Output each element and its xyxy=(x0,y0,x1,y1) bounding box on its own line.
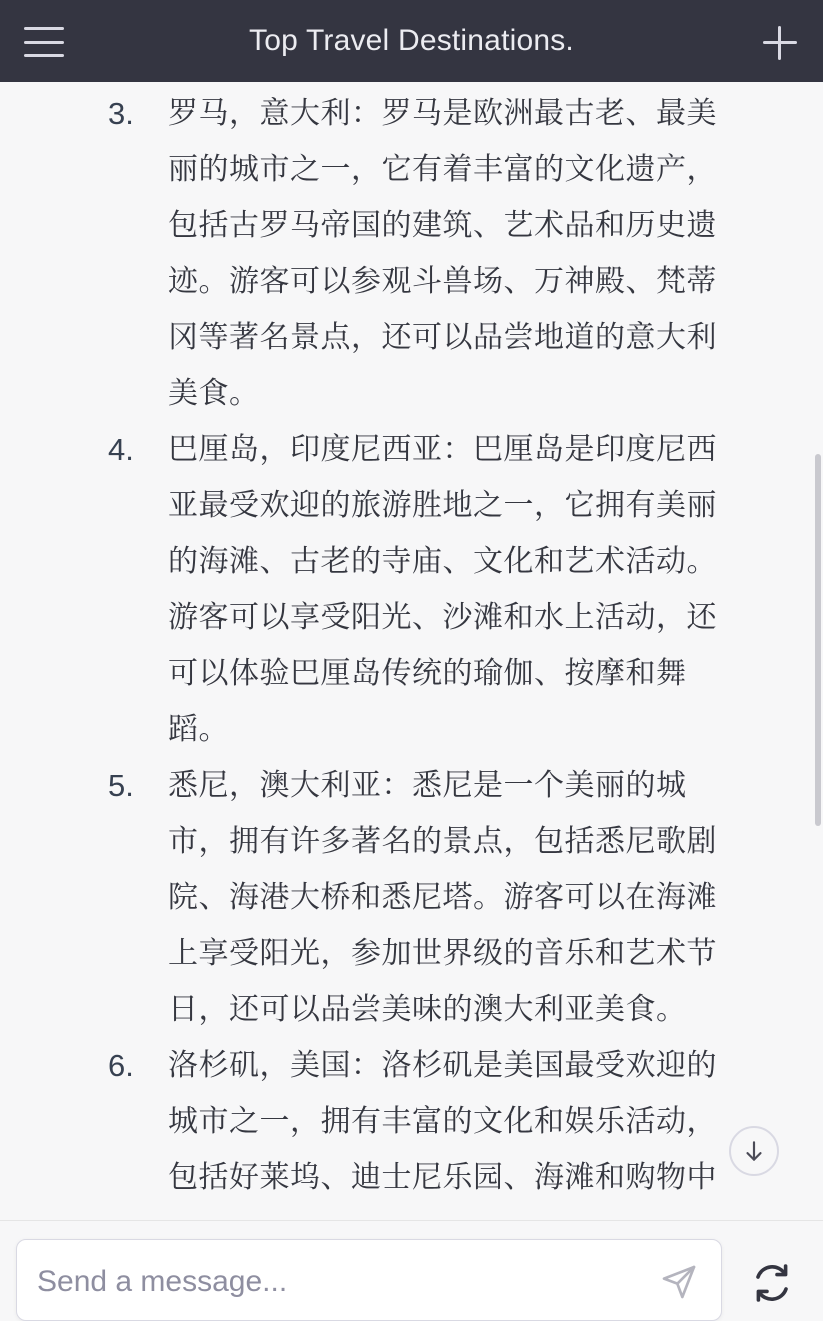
text-line: 上享受阳光，参加世界级的音乐和艺术节 xyxy=(168,936,717,971)
scrollbar-thumb[interactable] xyxy=(815,454,821,826)
text-line: 蹈。 xyxy=(168,712,229,747)
text-line: 美食。 xyxy=(168,376,260,411)
text-line: 包括古罗马帝国的建筑、艺术品和历史遗 xyxy=(168,208,717,243)
send-button[interactable] xyxy=(659,1262,699,1302)
list-item xyxy=(0,422,823,758)
conversation-title: Top Travel Destinations. xyxy=(249,24,574,57)
top-bar xyxy=(0,0,823,82)
text-line: 洛杉矶，美国：洛杉矶是美国最受欢迎的 xyxy=(168,1048,717,1083)
list-number: 3. xyxy=(108,96,134,131)
list-number: 6. xyxy=(108,1048,134,1083)
text-line: 悉尼，澳大利亚：悉尼是一个美丽的城 xyxy=(168,768,687,803)
text-line: 巴厘岛，印度尼西亚：巴厘岛是印度尼西 xyxy=(168,432,717,467)
list-item xyxy=(0,1038,823,1206)
menu-line xyxy=(24,41,64,44)
text-line: 游客可以享受阳光、沙滩和水上活动，还 xyxy=(168,600,717,635)
refresh-icon xyxy=(748,1259,796,1307)
composer xyxy=(0,1220,823,1321)
text-line: 的海滩、古老的寺庙、文化和艺术活动。 xyxy=(168,544,717,579)
hamburger-menu-icon[interactable] xyxy=(22,22,66,62)
message-input[interactable] xyxy=(35,1258,659,1306)
text-line: 包括好莱坞、迪士尼乐园、海滩和购物中 xyxy=(168,1160,717,1195)
text-line: 院、海港大桥和悉尼塔。游客可以在海滩 xyxy=(168,880,717,915)
text-line: 可以体验巴厘岛传统的瑜伽、按摩和舞 xyxy=(168,656,687,691)
list-item-text xyxy=(168,758,761,1038)
message-input-container xyxy=(16,1239,722,1321)
list-item xyxy=(0,758,823,1038)
text-line: 亚最受欢迎的旅游胜地之一，它拥有美丽 xyxy=(168,488,717,523)
text-line: 日，还可以品尝美味的澳大利亚美食。 xyxy=(168,992,687,1027)
text-line: 丽的城市之一，它有着丰富的文化遗产， xyxy=(168,152,717,187)
destination-list xyxy=(0,86,823,1206)
plus-icon[interactable] xyxy=(763,26,797,60)
list-number: 5. xyxy=(108,768,134,803)
menu-line xyxy=(24,27,64,30)
list-item-text xyxy=(168,422,761,758)
arrow-down-icon xyxy=(741,1138,767,1164)
list-item xyxy=(0,86,823,422)
list-item-text xyxy=(168,86,761,422)
menu-line xyxy=(24,54,64,57)
text-line: 迹。游客可以参观斗兽场、万神殿、梵蒂 xyxy=(168,264,717,299)
regenerate-button[interactable] xyxy=(748,1259,796,1307)
scroll-to-bottom-button[interactable] xyxy=(729,1126,779,1176)
list-item-text xyxy=(168,1038,761,1206)
list-number: 4. xyxy=(108,432,134,467)
paper-plane-icon xyxy=(659,1262,699,1302)
message-area[interactable] xyxy=(0,82,823,1220)
text-line: 城市之一，拥有丰富的文化和娱乐活动， xyxy=(168,1104,717,1139)
text-line: 冈等著名景点，还可以品尝地道的意大利 xyxy=(168,320,717,355)
text-line: 罗马，意大利：罗马是欧洲最古老、最美 xyxy=(168,96,717,131)
text-line: 市，拥有许多著名的景点，包括悉尼歌剧 xyxy=(168,824,717,859)
